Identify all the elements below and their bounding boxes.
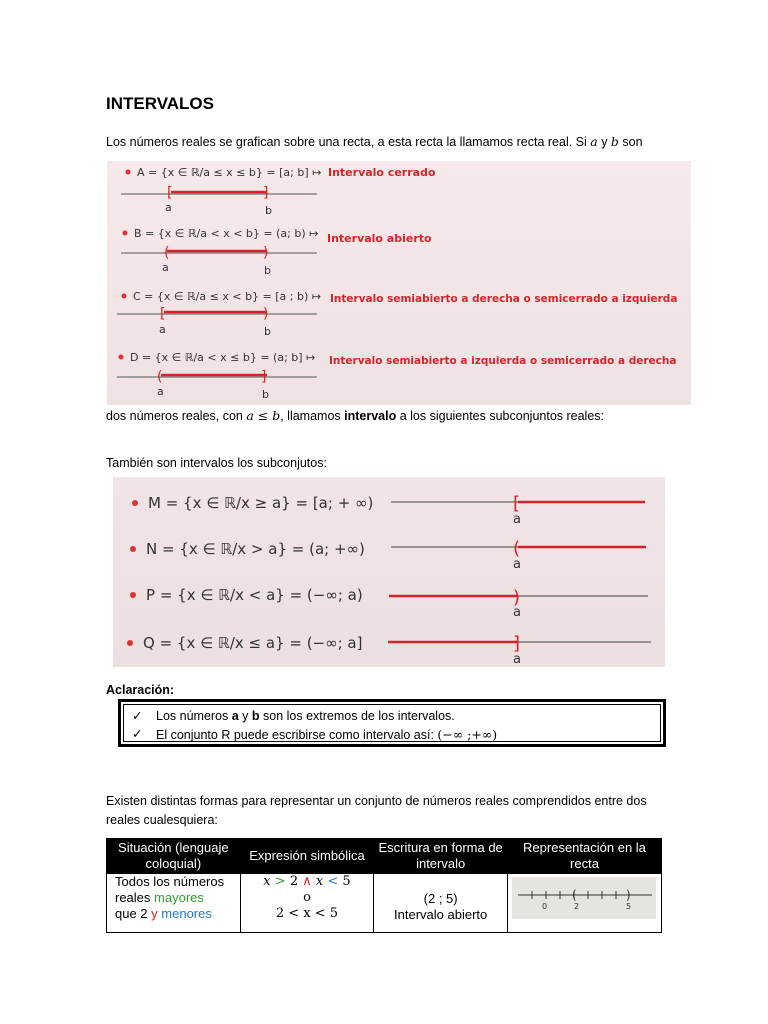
situacion-mayores: mayores: [154, 890, 204, 905]
bullet-a: [126, 170, 131, 175]
mark-a-right: ]: [263, 185, 269, 201]
intro-var-b: b: [610, 134, 619, 149]
situacion-line-3: [115, 906, 236, 922]
def-n: N = {x ∈ ℝ/x > a} = (a; +∞): [146, 540, 365, 558]
expr-x2: x: [315, 874, 324, 889]
situacion-line-2: [115, 890, 236, 906]
interval-types-drawing: [107, 161, 691, 405]
cell-intervalo: [374, 874, 508, 933]
tick-b-b: b: [264, 264, 271, 277]
mark-d-left: (: [157, 369, 163, 385]
intro-var-a: a: [590, 134, 598, 149]
mark-q: ]: [513, 633, 521, 654]
cell-expresion: [240, 874, 374, 933]
bullet-q: [127, 640, 133, 646]
def-b: B = {x ∈ ℝ/a < x < b} = (a; b) ↦: [134, 227, 319, 240]
check1-pre: Los números: [156, 709, 232, 723]
definition-paragraph: [106, 408, 604, 424]
intro-text: Los números reales se grafican sobre una recta, a esta recta la llamamos recta real. Si: [106, 135, 591, 149]
check1-mid: y: [238, 709, 252, 723]
cell-representacion: [507, 874, 661, 933]
check-item-1: [156, 709, 455, 723]
tick-d-a: a: [157, 385, 164, 398]
header-intervalo: Escritura en forma de intervalo: [374, 839, 508, 874]
expr-lt: <: [323, 874, 343, 889]
def-post: a los siguientes subconjuntos reales:: [396, 409, 605, 423]
bullet-b: [123, 231, 128, 236]
def-pre: dos números reales, con: [106, 409, 247, 423]
table-header-row: [107, 839, 662, 874]
mark-p: ): [513, 587, 521, 608]
check1-b: b: [251, 709, 260, 723]
expr-5: 5: [342, 874, 351, 889]
number-line-image: [512, 877, 656, 919]
check-item-2: [156, 727, 497, 742]
situacion-reales: reales: [115, 890, 155, 905]
page-title: INTERVALOS: [106, 94, 214, 113]
mark-m: [: [513, 493, 521, 514]
aclaracion-box: [118, 699, 666, 747]
situacion-que2: que 2: [115, 906, 152, 921]
expr-gt: >: [270, 874, 290, 889]
label-c: Intervalo semiabierto a derecha o semicerrado a izquierda: [330, 293, 678, 305]
svg-text:): ): [625, 888, 631, 902]
intervalo-notacion: (2 ; 5): [423, 891, 458, 906]
table-row: [107, 874, 662, 933]
def-bold-intervalo: intervalo: [344, 409, 397, 423]
def-q: Q = {x ∈ ℝ/x ≤ a} = (−∞; a]: [143, 634, 363, 652]
intro-paragraph: [106, 134, 643, 150]
def-c: C = {x ∈ ℝ/a ≤ x < b} = [a ; b) ↦: [133, 290, 321, 303]
mark-b-left: (: [164, 245, 170, 261]
existen-paragraph: Existen distintas formas para representar un conjunto de números reales comprendidos entre dos reales cualesquiera:: [106, 794, 647, 827]
check1-post: son los extremos de los intervalos.: [259, 709, 455, 723]
number-line: [512, 877, 656, 919]
mark-c-right: ): [263, 306, 269, 322]
def-p: P = {x ∈ ℝ/x < a} = (−∞; a): [146, 586, 363, 604]
expr-x1: x: [263, 874, 271, 889]
tick-a-b: b: [265, 204, 272, 217]
tick-d-b: b: [262, 388, 269, 401]
situacion-menores: menores: [161, 906, 212, 921]
tick-c-a: a: [159, 323, 166, 336]
mark-a-left: [: [167, 185, 173, 201]
expr-and: ∧: [298, 874, 316, 889]
bullet-m: [132, 500, 138, 506]
aclaracion-heading: Aclaración:: [106, 683, 175, 697]
expresion-o: o: [303, 890, 311, 905]
mark-b-right: ): [263, 245, 269, 261]
label-a: Intervalo cerrado: [328, 166, 436, 179]
unbounded-intervals-drawing: [113, 477, 665, 667]
header-expresion: Expresión simbólica: [240, 839, 374, 874]
def-a: A = {x ∈ ℝ/a ≤ x ≤ b} = [a; b] ↦: [137, 166, 322, 179]
tick-0: 0: [541, 902, 548, 911]
mark-c-left: [: [160, 306, 166, 322]
bullet-d: [119, 355, 124, 360]
situacion-y: y: [151, 906, 158, 921]
tick-a-a: a: [165, 201, 172, 214]
def-mid: , llamamos: [280, 409, 345, 423]
tick-c-b: b: [264, 325, 271, 338]
cell-situacion: [107, 874, 241, 933]
intro-end: son: [618, 135, 643, 149]
check1-a: a: [231, 709, 239, 723]
tick-q-a: a: [513, 652, 521, 667]
expr-2: 2: [289, 874, 299, 889]
bullet-c: [122, 294, 127, 299]
representation-table: [106, 838, 662, 933]
bullet-p: [130, 592, 136, 598]
unbounded-intervals-image: [113, 477, 665, 667]
tambien-text: También son intervalos los subconjutos:: [106, 456, 327, 470]
bullet-n: [130, 546, 136, 552]
check2-pre: El conjunto R puede escribirse como intervalo así:: [156, 728, 438, 742]
header-representacion: Representación en la recta: [507, 839, 661, 874]
situacion-line-1: Todos los números: [115, 874, 225, 889]
check2-math: (−∞ ;+∞): [437, 727, 498, 742]
expresion-conj: [245, 874, 370, 890]
def-math: a ≤ b: [246, 408, 281, 423]
label-b: Intervalo abierto: [327, 232, 432, 245]
tick-2: 2: [573, 902, 580, 911]
intervalo-tipo: Intervalo abierto: [394, 907, 488, 922]
tick-5: 5: [625, 902, 632, 911]
expresion-alt: 2 < x < 5: [275, 906, 339, 921]
tick-n-a: a: [513, 557, 521, 572]
def-d: D = {x ∈ ℝ/a < x ≤ b} = (a; b] ↦: [130, 351, 316, 364]
mark-n: (: [513, 538, 521, 559]
tick-b-a: a: [162, 261, 169, 274]
interval-types-image: [107, 161, 691, 405]
header-situacion: Situación (lenguaje coloquial): [107, 839, 241, 874]
intro-y: y: [597, 135, 611, 149]
tick-p-a: a: [513, 605, 521, 620]
check-icon: ✓: [132, 727, 143, 741]
tick-m-a: a: [513, 512, 521, 527]
aclaracion-box-inner: [123, 704, 661, 742]
def-m: M = {x ∈ ℝ/x ≥ a} = [a; + ∞): [148, 494, 374, 512]
check-icon: ✓: [132, 709, 143, 723]
label-d: Intervalo semiabierto a izquierda o semicerrado a derecha: [329, 355, 677, 367]
svg-text:(: (: [571, 888, 577, 902]
mark-d-right: ]: [261, 369, 267, 385]
